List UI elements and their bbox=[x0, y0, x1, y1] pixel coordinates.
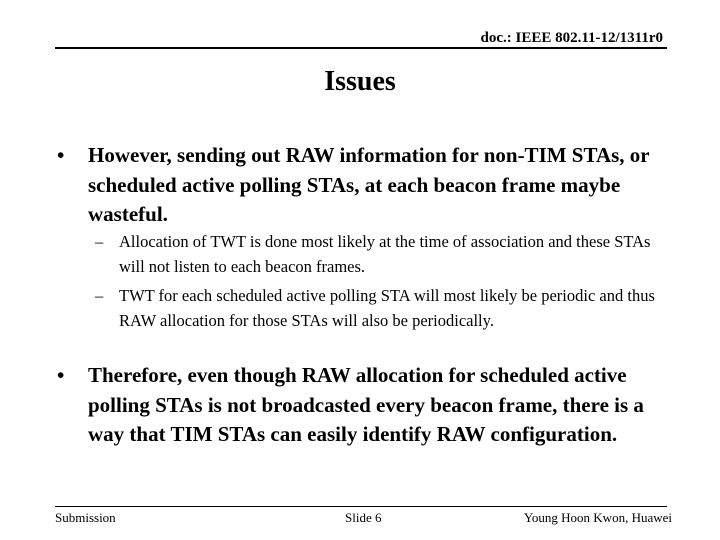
sub-bullet-text: Allocation of TWT is done most likely at the time of association and these STAs will not listen to each beacon frames. bbox=[119, 232, 651, 276]
header-rule bbox=[55, 47, 667, 49]
sub-bullet-marker: – bbox=[95, 286, 104, 305]
bullet-text: However, sending out RAW information for non-TIM STAs, or scheduled active polling STAs, at each beacon frame maybe wasteful. bbox=[88, 143, 650, 226]
footer-author: Young Hoon Kwon, Huawei bbox=[523, 510, 672, 525]
sub-bullet-marker: – bbox=[95, 232, 104, 251]
sub-bullet-2 bbox=[95, 283, 655, 333]
sub-bullet-1 bbox=[95, 229, 655, 279]
doc-id: doc.: IEEE 802.11-12/1311r0 bbox=[480, 30, 663, 46]
bullet-text: Therefore, even though RAW allocation for scheduled active polling STAs is not broadcasted every beacon frame, there is a way that TIM STAs can easily identify RAW configuration. bbox=[88, 363, 644, 446]
bullet-1 bbox=[57, 141, 669, 230]
sub-bullet-text: TWT for each scheduled active polling STA will most likely be periodic and thus RAW allocation for those STAs will also be periodically. bbox=[119, 286, 655, 330]
slide-title: Issues bbox=[324, 66, 396, 97]
footer-rule bbox=[55, 506, 667, 507]
bullet-marker: • bbox=[57, 363, 65, 387]
footer-slide-number: Slide 6 bbox=[345, 510, 382, 525]
bullet-marker: • bbox=[57, 143, 65, 167]
footer-submission: Submission bbox=[55, 510, 116, 525]
bullet-2 bbox=[57, 361, 669, 450]
